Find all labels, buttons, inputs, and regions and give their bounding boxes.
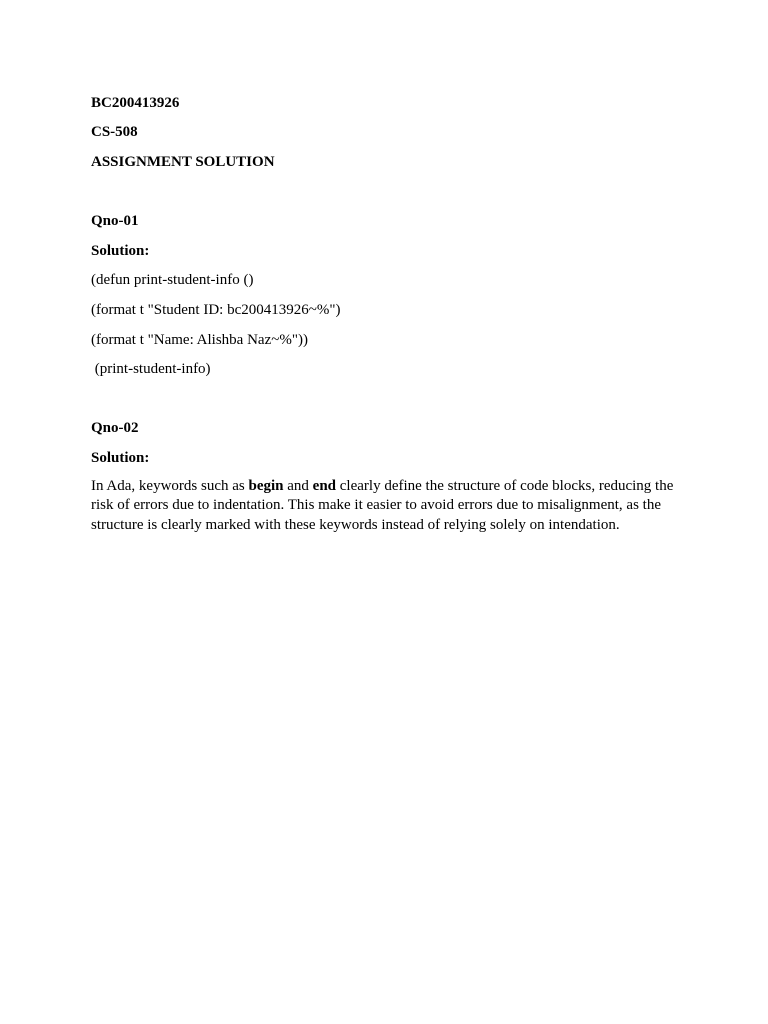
document-title: ASSIGNMENT SOLUTION xyxy=(91,154,275,170)
question-2-label: Qno-02 xyxy=(91,420,139,436)
answer-text: and xyxy=(283,478,313,494)
question-2-solution-label: Solution: xyxy=(91,450,150,466)
answer-text: clearly define the structure of code blocks, reducing the risk of errors due to indentation. This make it easier to avoid errors due to misalignment, as the structure is clearly marked with these keywords instead of relying solely on intendation. xyxy=(91,478,674,533)
keyword-begin: begin xyxy=(248,478,284,494)
code-line: (defun print-student-info () xyxy=(91,272,254,288)
question-2-answer xyxy=(91,477,691,535)
course-code: CS-508 xyxy=(91,124,138,140)
question-1-solution-label: Solution: xyxy=(91,243,150,259)
keyword-end: end xyxy=(312,478,337,494)
student-id: BC200413926 xyxy=(91,95,180,111)
answer-text: In Ada, keywords such as xyxy=(91,478,249,494)
question-1-label: Qno-01 xyxy=(91,213,139,229)
code-line: (format t "Student ID: bc200413926~%") xyxy=(91,302,341,318)
code-line: (format t "Name: Alishba Naz~%")) xyxy=(91,332,308,348)
code-line: (print-student-info) xyxy=(91,361,211,377)
